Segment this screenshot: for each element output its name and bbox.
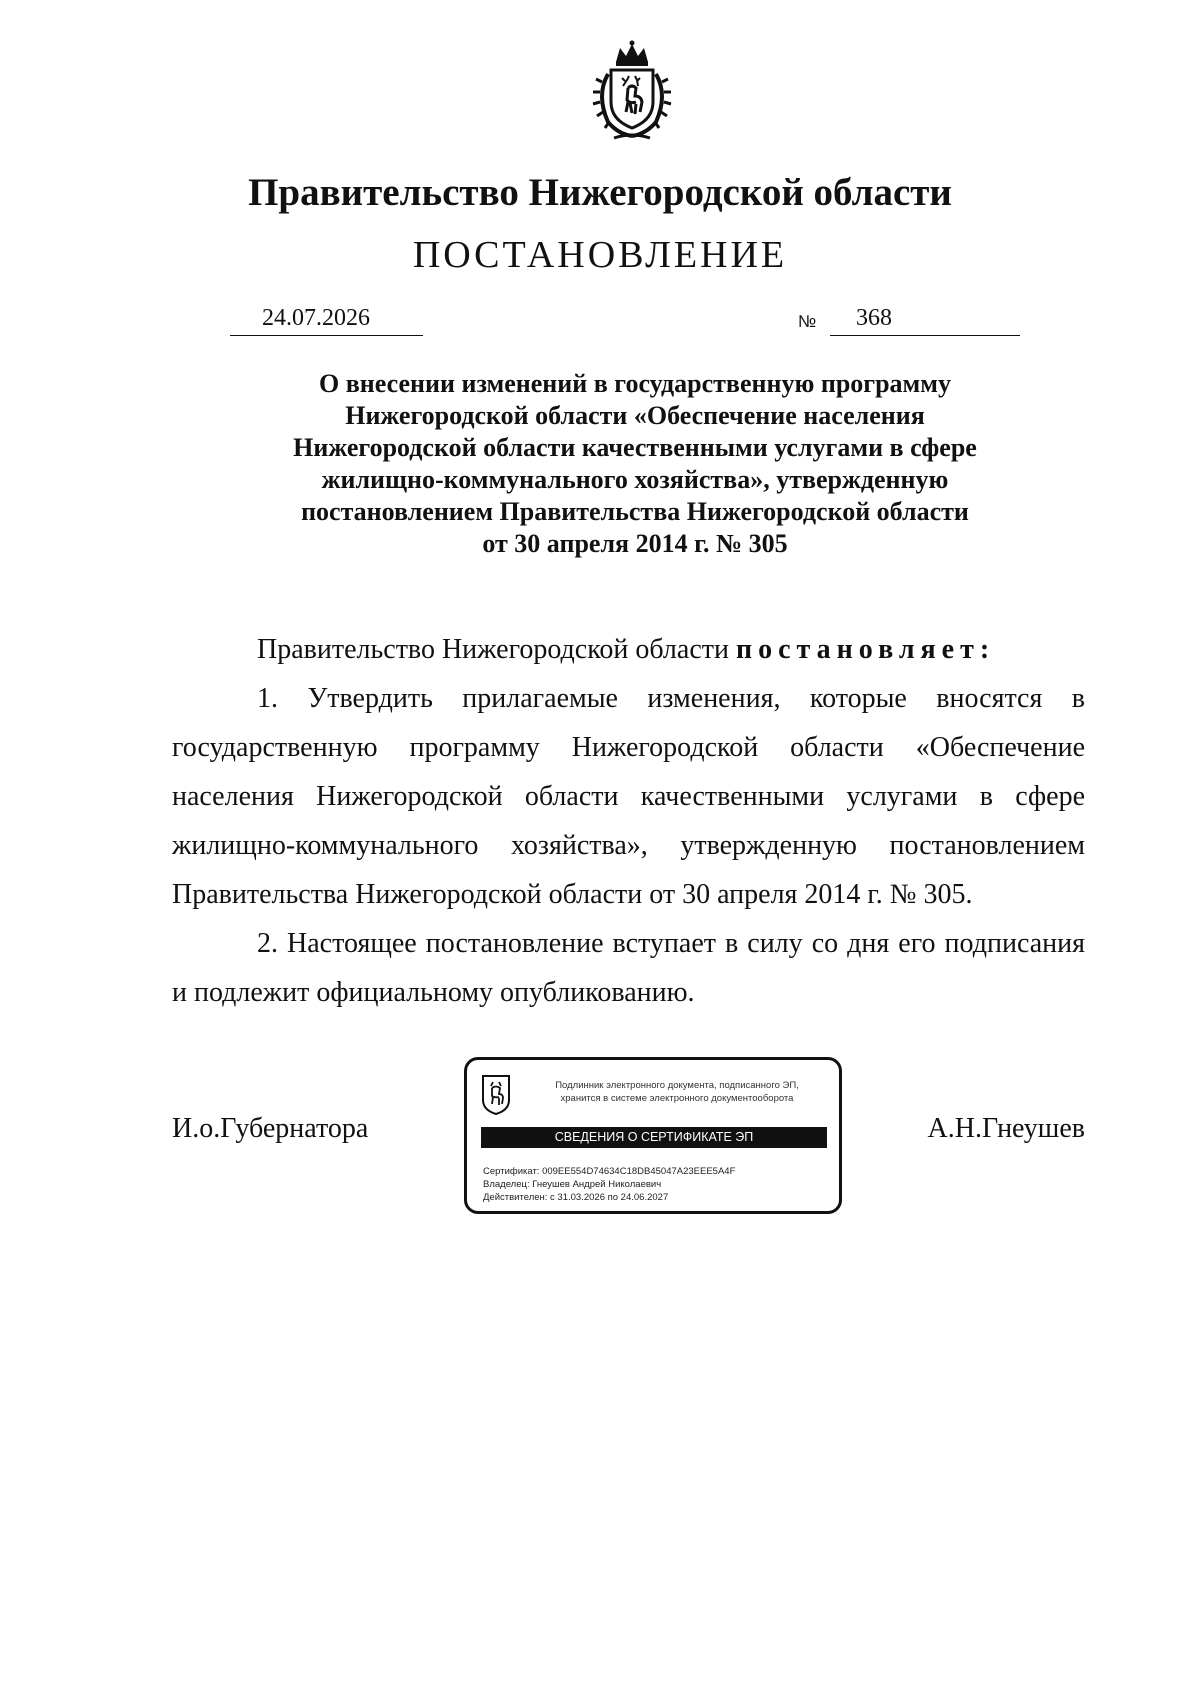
nizhny-novgorod-coat-of-arms-icon [578,40,686,148]
signatory-name: А.Н.Гнеушев [927,1113,1085,1144]
certificate-id: Сертификат: 009EE554D74634C18DB45047A23EEE5A4F [483,1166,736,1177]
certificate-validity: Действителен: с 31.03.2026 по 24.06.2027 [483,1192,669,1203]
paragraph-1: 1. Утвердить прилагаемые изменения, которые вносятся в государственную программу Нижегородской области «Обеспечение населения Нижегородской области качественными услугами в сфере жилищно-коммунального хозяйства», утвержденную постановлением Правительства Нижегородской области от 30 апреля 2014 г. № 305. [172,683,1085,910]
preamble-resolves: постановляет: [735,634,996,665]
document-number-field [830,305,1020,336]
subject-line: О внесении изменений в государственную программу [319,369,951,398]
stamp-note-line: Подлинник электронного документа, подписанного ЭП, [555,1080,799,1091]
stamp-certificate-header: СВЕДЕНИЯ О СЕРТИФИКАТЕ ЭП [481,1127,827,1148]
electronic-signature-stamp [464,1057,842,1214]
subject-line: жилищно-коммунального хозяйства», утвержденную [321,465,949,494]
stamp-note [527,1079,827,1105]
certificate-owner: Владелец: Гнеушев Андрей Николаевич [483,1179,662,1190]
preamble [172,625,1085,674]
coat-of-arms-small-icon [481,1074,511,1116]
preamble-text: Правительство Нижегородской области [257,634,736,665]
organization-title: Правительство Нижегородской области [248,171,952,214]
subject-line: постановлением Правительства Нижегородской области [301,497,969,526]
number-sign: № [798,312,817,331]
stamp-certificate-info [483,1165,735,1204]
document-body [172,625,1085,1017]
signatory-position: И.о.Губернатора [172,1113,369,1144]
stamp-note-line: хранится в системе электронного документооборота [560,1093,794,1104]
subject-line: Нижегородской области качественными услугами в сфере [293,433,977,462]
document-type: ПОСТАНОВЛЕНИЕ [412,234,788,276]
document-date-field [230,305,423,336]
subject-line: Нижегородской области «Обеспечение населения [345,401,925,430]
document-date: 24.07.2026 [262,305,370,331]
paragraph-2: 2. Настоящее постановление вступает в силу со дня его подписания и подлежит официальному опубликованию. [172,928,1085,1008]
document-number: 368 [856,305,892,331]
subject-line: от 30 апреля 2014 г. № 305 [482,529,788,558]
document-subject [200,368,1070,560]
